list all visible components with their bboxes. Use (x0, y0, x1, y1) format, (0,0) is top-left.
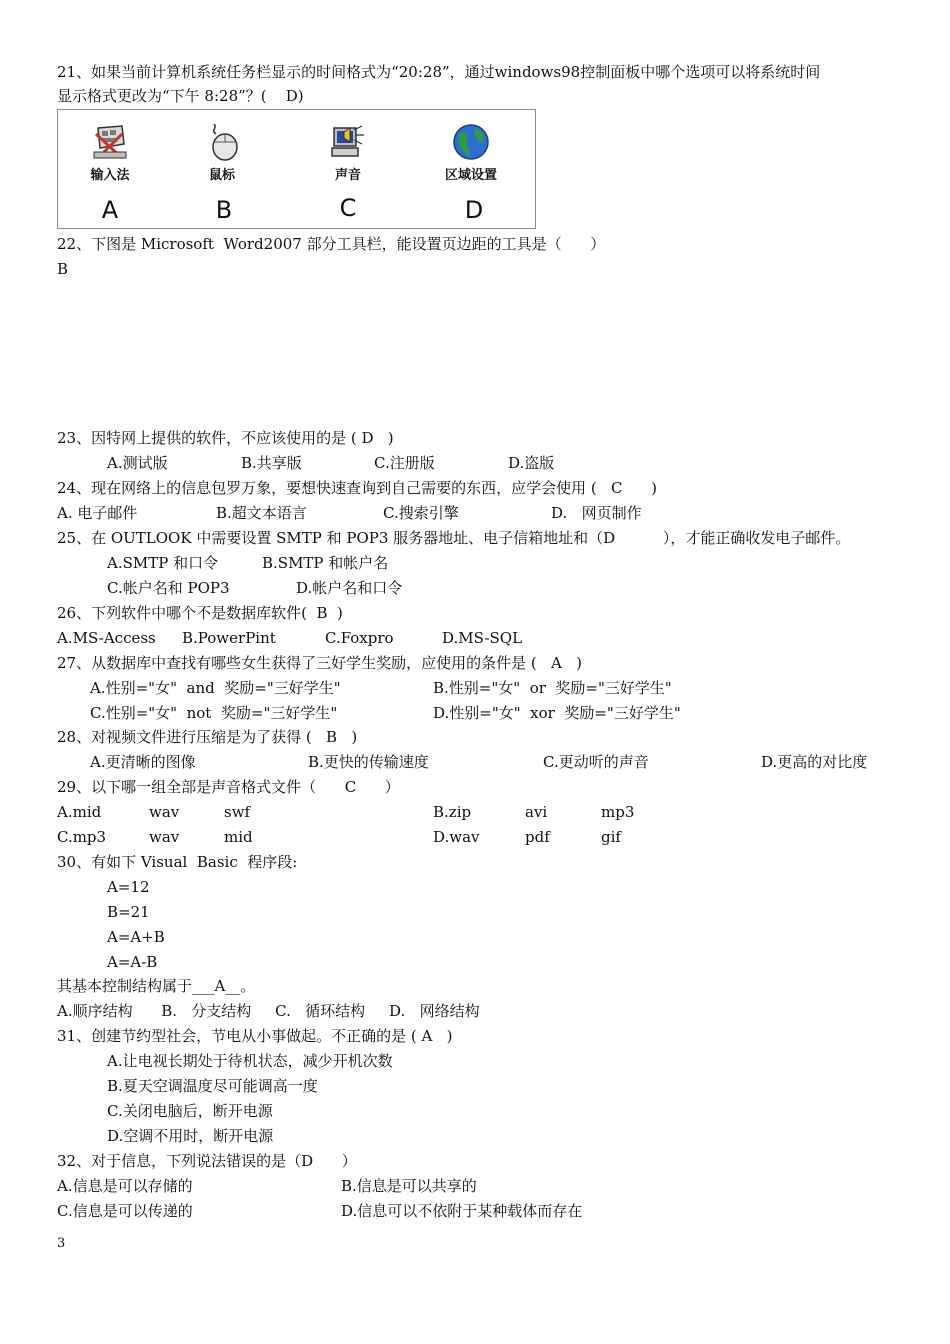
q31-option-c: C.关闭电脑后，断开电源 (107, 1102, 273, 1120)
q29-option-b-3: mp3 (601, 803, 635, 821)
q25-option-a: A.SMTP 和口令 (107, 554, 219, 572)
q24-option-a: A. 电子邮件 (57, 504, 138, 522)
sound-icon (326, 122, 370, 162)
cp-item-mouse (172, 122, 272, 183)
cp-label: 输入法 (90, 168, 130, 183)
cp-label: 声音 (334, 168, 361, 183)
q23-option-c: C.注册版 (374, 454, 435, 472)
q26-option-b: B.PowerPint (182, 629, 276, 647)
q28-option-d: D.更高的对比度 (761, 753, 868, 771)
control-panel-figure (57, 109, 536, 229)
q24-option-d: D. 网页制作 (551, 504, 642, 522)
q25-question: 25、在 OUTLOOK 中需要设置 SMTP 和 POP3 服务器地址、电子信箱地址和（D ），才能正确收发电子邮件。 (57, 529, 851, 547)
q29-option-a-3: swf (224, 803, 251, 821)
q30-options: A.顺序结构 B. 分支结构 C. 循环结构 D. 网络结构 (57, 1002, 480, 1020)
q26-option-c: C.Foxpro (325, 629, 394, 647)
q25-option-d: D.帐户名和口令 (296, 579, 403, 597)
q29-option-a-1: A.mid (57, 803, 102, 821)
cp-letter-d: D (464, 196, 484, 224)
q29-option-d-2: pdf (525, 828, 550, 846)
q29-option-c-3: mid (224, 828, 253, 846)
q31-option-b: B.夏天空调温度尽可能调高一度 (107, 1077, 318, 1095)
page-number: 3 (57, 1236, 66, 1251)
q30-code-line: A=A-B (107, 953, 158, 971)
q32-question: 32、对于信息，下列说法错误的是（D ） (57, 1152, 357, 1170)
q31-option-a: A.让电视长期处于待机状态，减少开机次数 (107, 1052, 393, 1070)
q24-question: 24、现在网络上的信息包罗万象，要想快速查询到自己需要的东西，应学会使用 ( C ) (57, 479, 657, 497)
cp-item-input-method (60, 122, 160, 183)
q29-option-a-2: wav (149, 803, 180, 821)
q23-question: 23、因特网上提供的软件，不应该使用的是 ( D ) (57, 429, 394, 447)
cp-label: 鼠标 (208, 168, 235, 183)
cp-label: 区域设置 (444, 168, 497, 183)
q30-stem: 其基本控制结构属于___A__。 (57, 977, 256, 995)
q21-question-line2: 显示格式更改为“下午 8:28”？( D) (57, 87, 304, 105)
q32-option-d: D.信息可以不依附于某种载体而存在 (341, 1202, 583, 1220)
q27-question: 27、从数据库中查找有哪些女生获得了三好学生奖励，应使用的条件是 ( A ) (57, 654, 583, 672)
q23-option-d: D.盗版 (508, 454, 555, 472)
q24-option-c: C.搜索引擎 (383, 504, 459, 522)
q27-option-c: C.性别="女" not 奖励="三好学生" (90, 704, 338, 722)
globe-icon (449, 122, 493, 162)
q26-option-a: A.MS-Access (57, 629, 156, 647)
q29-option-b-1: B.zip (433, 803, 472, 821)
q28-option-b: B.更快的传输速度 (308, 753, 429, 771)
q24-option-b: B.超文本语言 (216, 504, 307, 522)
q29-option-d-3: gif (601, 828, 621, 846)
q22-answer: B (57, 260, 69, 278)
q31-option-d: D.空调不用时，断开电源 (107, 1127, 274, 1145)
q22-question: 22、下图是 Microsoft Word2007 部分工具栏，能设置页边距的工具是（ ） (57, 235, 606, 253)
q29-option-d-1: D.wav (433, 828, 480, 846)
cp-item-regional (421, 122, 521, 183)
cp-item-sound (298, 122, 398, 183)
cp-letter-c: C (339, 194, 357, 222)
q25-option-c: C.帐户名和 POP3 (107, 579, 230, 597)
q32-option-c: C.信息是可以传递的 (57, 1202, 193, 1220)
q23-option-a: A.测试版 (107, 454, 168, 472)
q26-question: 26、下列软件中哪个不是数据库软件( B ) (57, 604, 343, 622)
q23-option-b: B.共享版 (241, 454, 302, 472)
q25-option-b: B.SMTP 和帐户名 (262, 554, 389, 572)
q30-code-line: A=12 (107, 878, 150, 896)
q27-option-b: B.性别="女" or 奖励="三好学生" (433, 679, 672, 697)
mouse-icon (200, 122, 244, 162)
q30-code-line: B=21 (107, 903, 150, 921)
q29-question: 29、以下哪一组全部是声音格式文件（ C ） (57, 778, 400, 796)
q27-option-a: A.性别="女" and 奖励="三好学生" (90, 679, 341, 697)
q27-option-d: D.性别="女" xor 奖励="三好学生" (433, 704, 681, 722)
q28-option-c: C.更动听的声音 (543, 753, 649, 771)
cp-letter-a: A (101, 196, 119, 224)
q32-option-b: B.信息是可以共享的 (341, 1177, 477, 1195)
q26-option-d: D.MS-SQL (442, 629, 523, 647)
q28-option-a: A.更清晰的图像 (90, 753, 196, 771)
q28-question: 28、对视频文件进行压缩是为了获得 ( B ) (57, 728, 358, 746)
q30-code-line: A=A+B (107, 928, 165, 946)
q31-question: 31、创建节约型社会，节电从小事做起。不正确的是 ( A ) (57, 1027, 453, 1045)
q29-option-c-2: wav (149, 828, 180, 846)
q21-question-line1: 21、如果当前计算机系统任务栏显示的时间格式为“20:28”，通过windows98控制面板中哪个选项可以将系统时间 (57, 63, 821, 81)
input-method-icon (88, 122, 132, 162)
q29-option-b-2: avi (525, 803, 548, 821)
q29-option-c-1: C.mp3 (57, 828, 107, 846)
q30-question: 30、有如下 Visual Basic 程序段: (57, 853, 298, 871)
cp-letter-b: B (215, 196, 233, 224)
q32-option-a: A.信息是可以存储的 (57, 1177, 193, 1195)
